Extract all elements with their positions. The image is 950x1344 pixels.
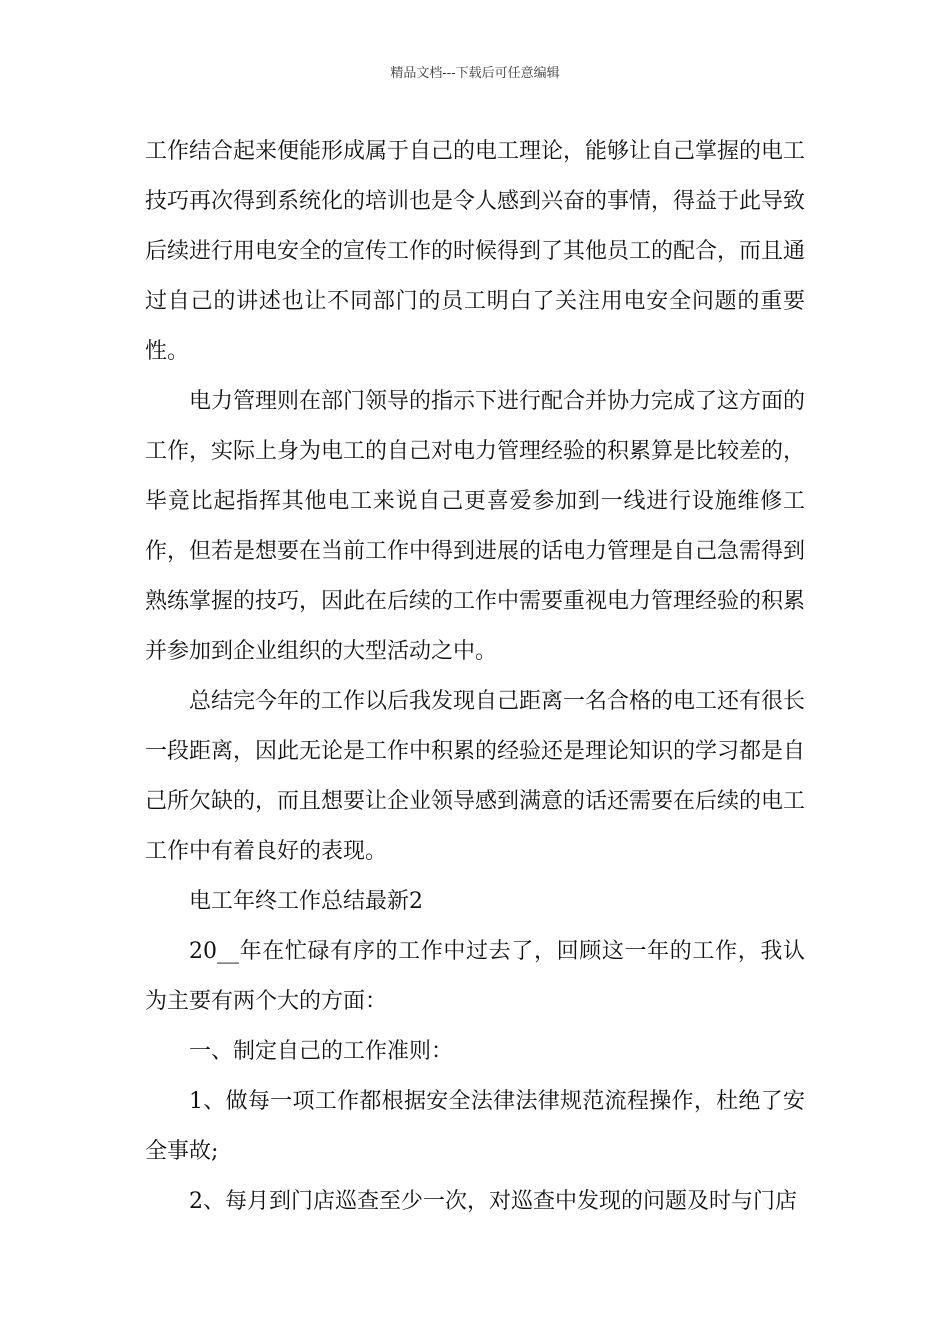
paragraph-summary: 总结完今年的工作以后我发现自己距离一名合格的电工还有很长一段距离，因此无论是工作中积累的经验还是理论知识的学习都是自己所欠缺的，而且想要让企业领导感到满意的话还需要在后续的电工工作中有着良好的表现。 bbox=[145, 689, 806, 864]
paragraph-power-management: 电力管理则在部门领导的指示下进行配合并协力完成了这方面的工作，实际上身为电工的自己对电力管理经验的积累算是比较差的，毕竟比起指挥其他电工来说自己更喜爱参加到一线进行设施维修工作，但若是想要在当前工作中得到进展的话电力管理是自己急需得到熟练掌握的技巧，因此在后续的工作中需要重视电力管理经验的积累并参加到企业组织的大型活动之中。 bbox=[145, 389, 806, 664]
list-heading: 一、制定自己的工作准则： bbox=[189, 1039, 454, 1064]
list-item: 2、每月到门店巡查至少一次，对巡查中发现的问题及时与门店 bbox=[189, 1189, 797, 1214]
page-header: 精品文档---下载后可任意编辑 bbox=[390, 66, 560, 81]
paragraph-continuation: 工作结合起来便能形成属于自己的电工理论，能够让自己掌握的电工技巧再次得到系统化的培训也是令人感到兴奋的事情，得益于此导致后续进行用电安全的宣传工作的时候得到了其他员工的配合，而且通过自己的讲述也让不同部门的员工明白了关注用电安全问题的重要性。 bbox=[145, 139, 806, 364]
list-item: 1、做每一项工作都根据安全法律法律规范流程操作，杜绝了安全事故; bbox=[145, 1089, 805, 1164]
document-body bbox=[145, 127, 805, 1227]
section-heading: 电工年终工作总结最新2 bbox=[189, 889, 423, 914]
paragraph-intro: 20__年在忙碌有序的工作中过去了，回顾这一年的工作，我认为主要有两个大的方面： bbox=[145, 939, 805, 1014]
